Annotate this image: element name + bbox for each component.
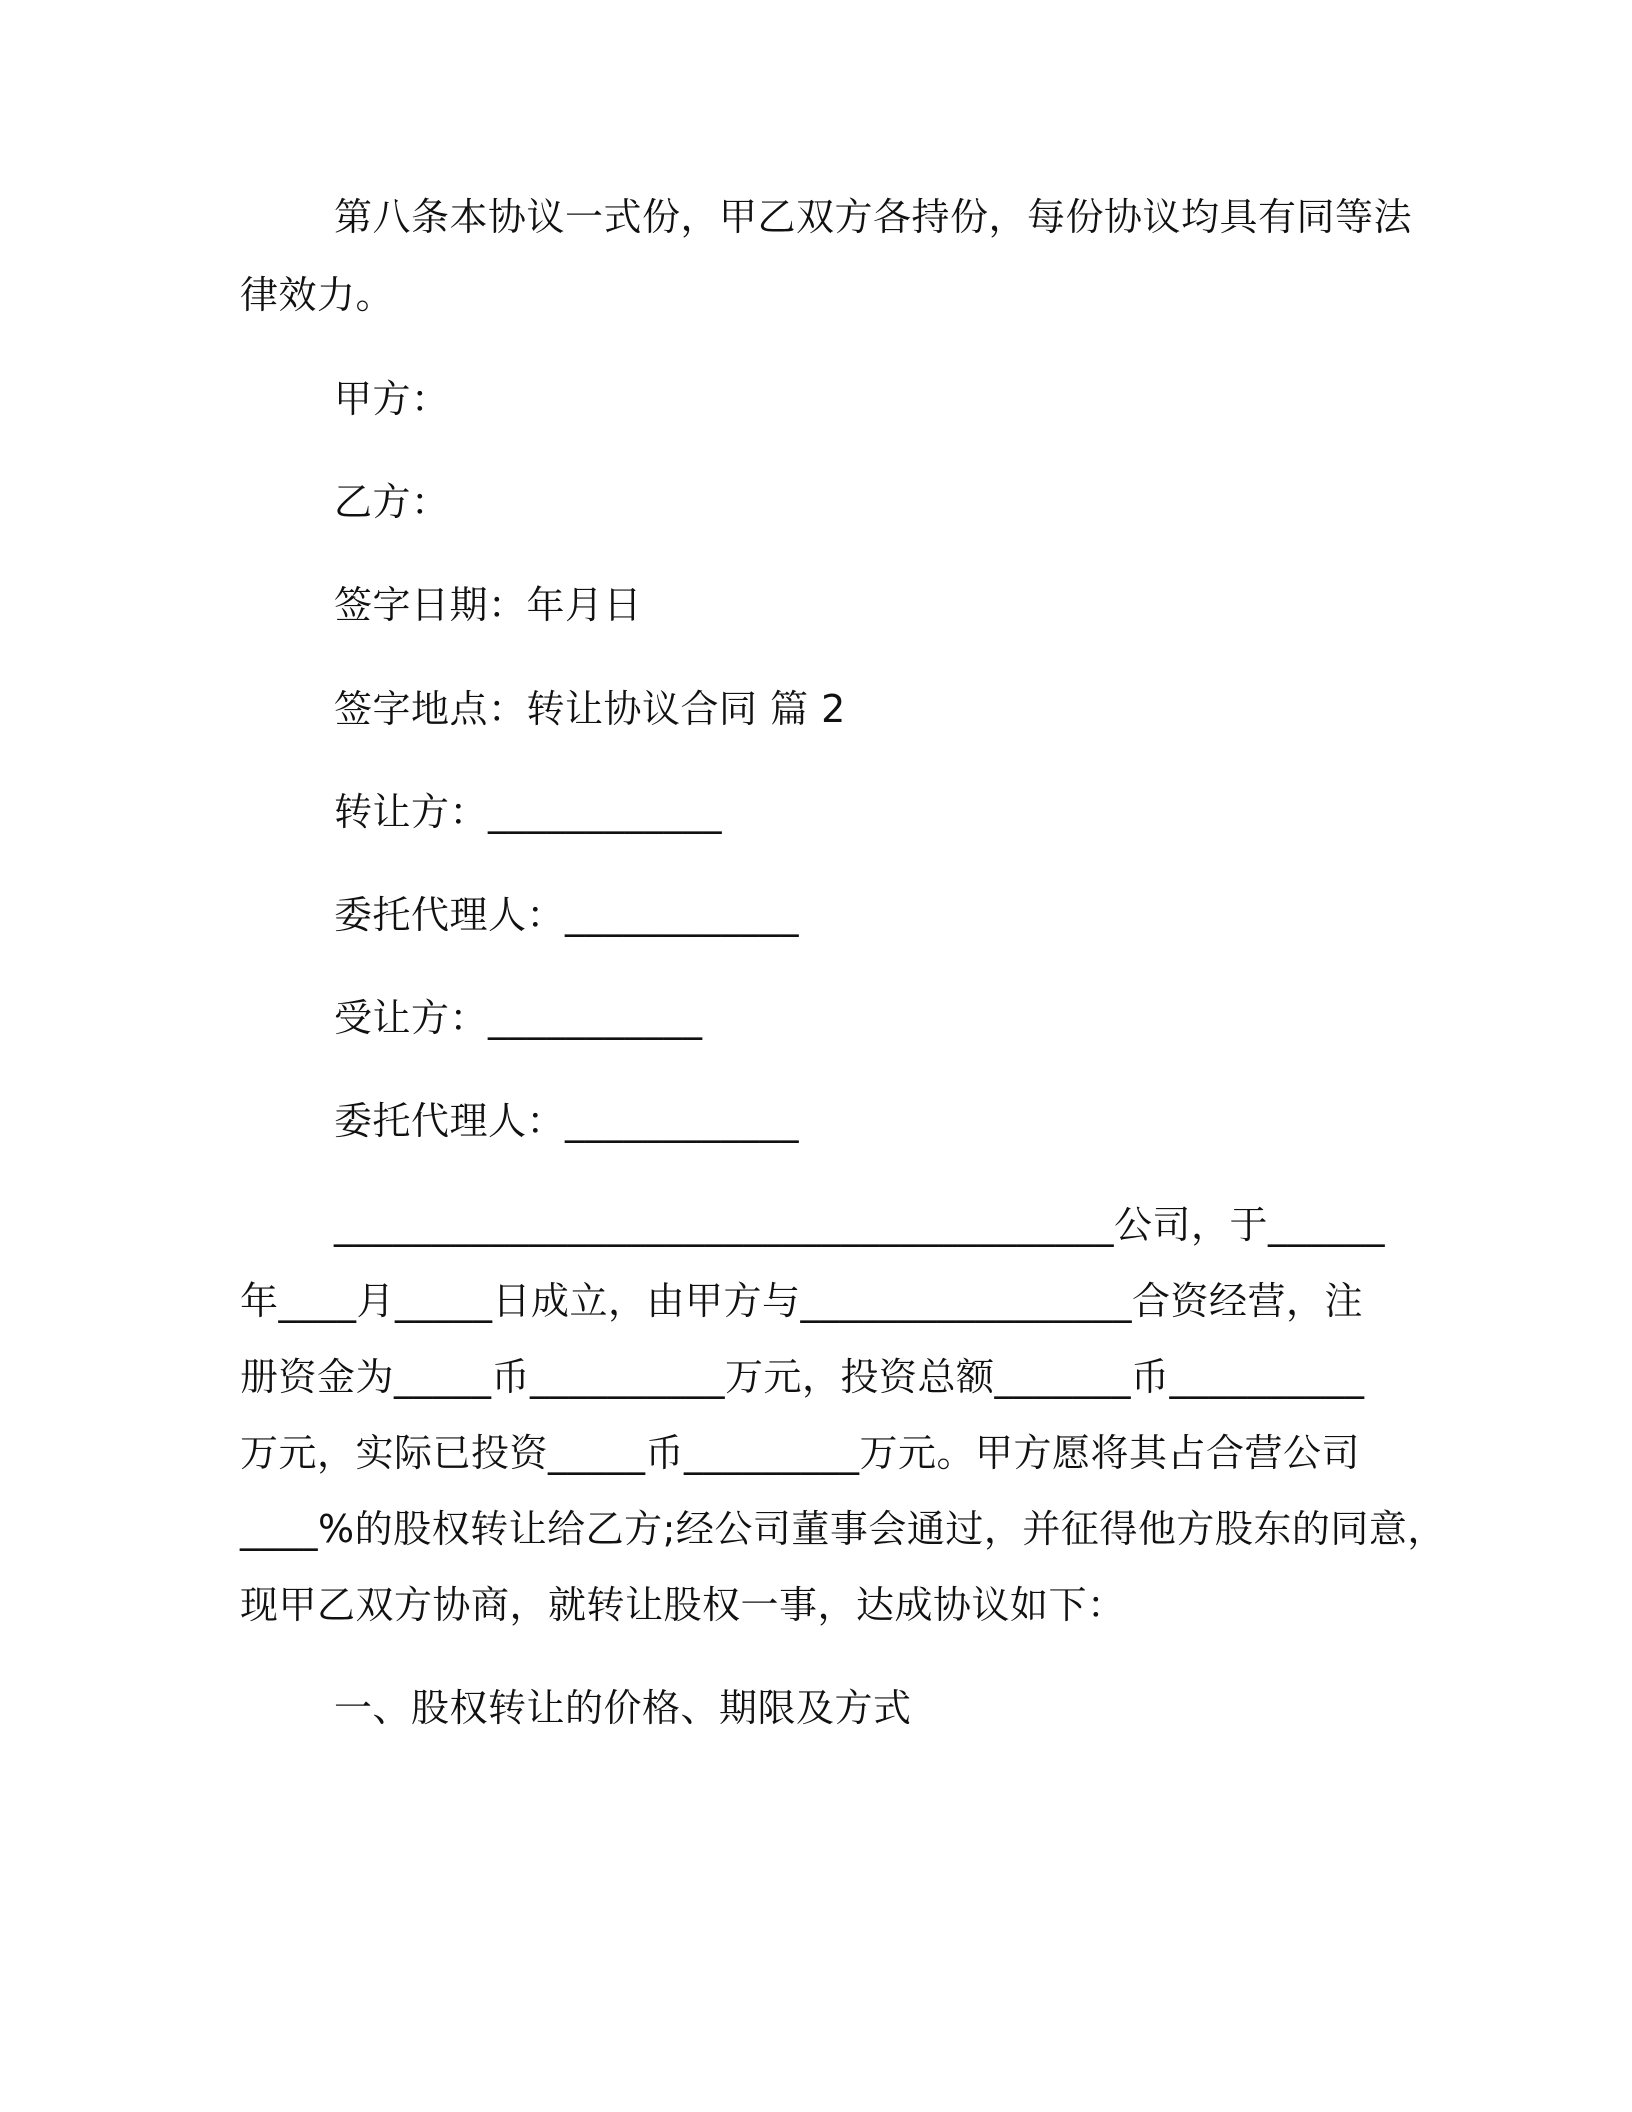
company-intro-line-1: ________________________________________公司，于______ xyxy=(334,1203,1386,1247)
sign-date-label: 签字日期：年月日 xyxy=(334,583,643,627)
party-a-label: 甲方： xyxy=(334,377,450,421)
sign-place-label: 签字地点：转让协议合同 篇 2 xyxy=(334,687,846,731)
party-b-label: 乙方： xyxy=(334,480,450,524)
transferor-agent-field: 委托代理人：____________ xyxy=(334,893,800,937)
article-8-text-cont: 律效力。 xyxy=(240,273,395,317)
company-intro-line-3: 册资金为_____币__________万元，投资总额_______币__________ xyxy=(240,1355,1365,1399)
section-1-heading: 一、股权转让的价格、期限及方式 xyxy=(334,1686,912,1730)
company-intro-line-2: 年____月_____日成立，由甲方与_________________合资经营，注 xyxy=(240,1279,1364,1323)
transferee-field: 受让方：___________ xyxy=(334,996,703,1040)
company-intro-line-5: ____%的股权转让给乙方;经公司董事会通过，并征得他方股东的同意， xyxy=(240,1507,1446,1551)
transferor-field: 转让方：____________ xyxy=(334,790,723,834)
article-8-text: 第八条本协议一式份，甲乙双方各持份，每份协议均具有同等法 xyxy=(334,195,1413,239)
company-intro-line-4: 万元，实际已投资_____币_________万元。甲方愿将其占合营公司 xyxy=(240,1431,1361,1475)
transferee-agent-field: 委托代理人：____________ xyxy=(334,1099,800,1143)
company-intro-line-6: 现甲乙双方协商，就转让股权一事，达成协议如下： xyxy=(240,1583,1126,1627)
